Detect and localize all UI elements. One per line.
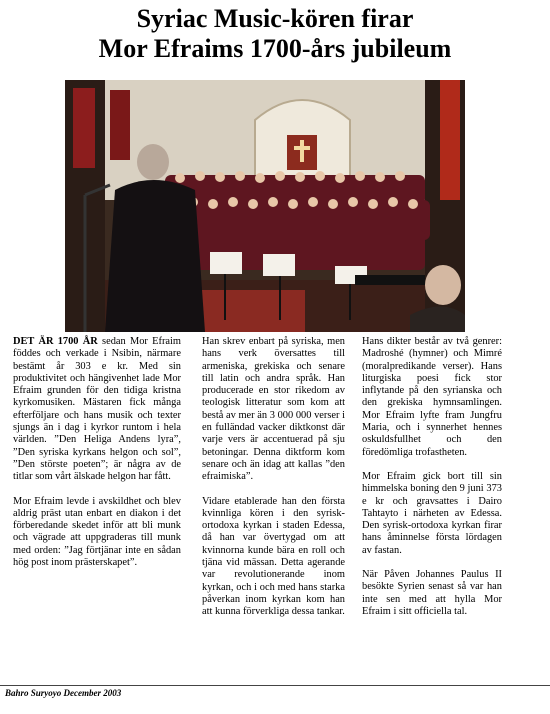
paragraph: Han skrev enbart på syriska, men hans verk översattes till armeniska, grekiska och senare till latin och andra språk. Han producerade en stor rikedom av teologisk litteratur som kom att bestå av mer än 3 000 000 verser i en fulländad vacker diktkonst där varje vers är accentuerad på sju betoningar. Denna diktform kom senare och än idag att kallas ”den efraimiska”.	[202, 336, 345, 483]
lead-in: DET ÄR 1700 ÅR	[13, 336, 98, 347]
paragraph: Hans dikter består av två genrer: Madroshé (hymner) och Mimré (moralpredikande verser). Hans liturgiska poesi fick stor inflytande på den syrianska och den grekiska hymnsamlingen. Mor Efraim lyfte fram Jungfru Maria, och i synnerhet hennes oskuldsfullhet och den föredömliga trofastheten.	[362, 336, 502, 458]
article-column-1	[13, 336, 181, 581]
article-column-3	[362, 336, 502, 630]
headline-line-1: Syriac Music-kören firar	[136, 4, 414, 33]
page-title	[0, 4, 550, 64]
choir-photo	[65, 80, 465, 332]
footer-divider	[0, 685, 550, 686]
paragraph: Mor Efraim levde i avskildhet och blev aldrig präst utan enbart en diakon i det förberedande skedet inför att bli munk och vägrade att uppgraderas till munk med orden: ”Jag förtjänar inte en sådan hög post inom prästerskapet”.	[13, 495, 181, 569]
choir-photo-icon	[65, 80, 465, 332]
headline-line-2: Mor Efraims 1700-års jubileum	[98, 34, 452, 63]
paragraph-text: sedan Mor Efraim föddes och verkade i Nsibin, närmare bestämt år 303 e kr. Med sin produktivitet och hängivenhet lade Mor Efraim grunden för den tidiga kristna kyrkomusiken. Mästaren fick många efterföljare och hans musik och texter sjungs än i dag i kyrkor runtom i hela världen. ”Den Heliga Andens lyra”, ”Den syriska kyrkans helgon och sol”, ”Den störste poeten”; är några av de titlar som vårt älskade helgon har fått.	[13, 336, 181, 483]
paragraph: Mor Efraim gick bort till sin himmelska boning den 9 juni 373 e kr och gravsattes i Dairo Tahtayto i närheten av Edessa. Den syrisk-ortodoxa kyrkan firar hans åminnelse första lördagen av fastan.	[362, 470, 502, 556]
article-column-2	[202, 336, 345, 631]
paragraph: Vidare etablerade han den första kvinnliga kören i den syrisk-ortodoxa kyrkan i staden Edessa, då han var övertygad om att kvinnorna kunde bära en roll och tjäna vid mässan. Detta agerande var revolutionerande inom kyrkan, och i och med hans starka påverkan inom kyrkan kom han att kunna förverkliga dessa tankar.	[202, 495, 345, 618]
source-credit: Bahro Suryoyo December 2003	[5, 688, 122, 698]
paragraph: När Påven Johannes Paulus II besökte Syrien senast så var han inte sen med att hylla Mor Efraim i sitt officiella tal.	[362, 569, 502, 617]
paragraph	[13, 336, 181, 484]
